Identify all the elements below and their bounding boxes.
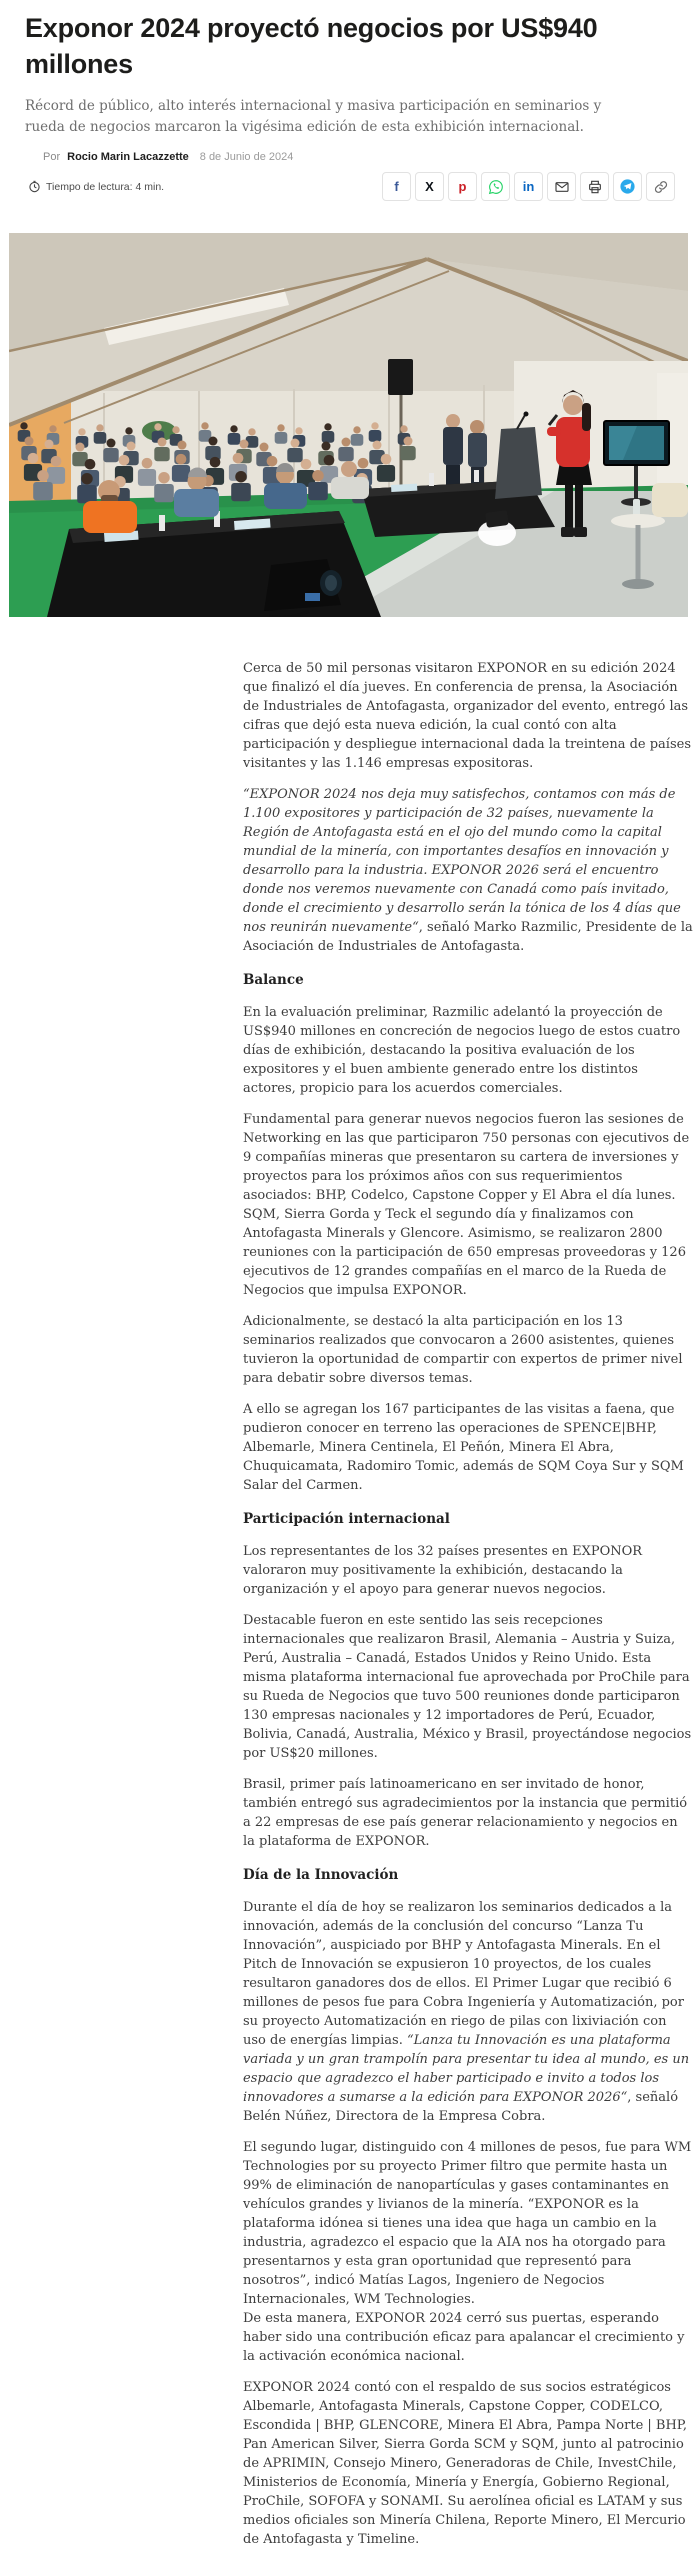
- article-paragraph: [243, 1110, 693, 1300]
- byline-prefix: Por: [43, 151, 61, 163]
- article-header: [0, 0, 700, 201]
- paragraph-text: EXPONOR 2024 contó con el respaldo de sus socios estratégicos Albemarle, Antofagasta Minerals, Capstone Copper, CODELCO, Escondida | BHP, GLENCORE, Minera El Abra, Pampa Norte | BHP, Pan American Silver, Sierra Gorda SCM y SQM, junto al patrocinio de APRIMIN, Consejo Minero, Generadoras de Chile, InvestChile, Ministerios de Economía, Minería y Energía, Gobierno Regional, ProChile, SOFOFA y SONAMI. Su aerolínea oficial es LATAM y sus medios oficiales son Minería Chilena, Reporte Minero, El Mercurio de Antofagasta y Timeline.: [243, 2380, 688, 2547]
- facebook-icon: f: [394, 179, 399, 194]
- clock-icon: [28, 180, 41, 193]
- article-paragraph: [243, 2378, 693, 2549]
- sofa: [652, 483, 688, 517]
- paragraph-text: , señaló Marko Razmilic, Presidente de la Asociación de Industriales de Antofagasta.: [243, 920, 693, 954]
- article-paragraph: [243, 2138, 693, 2366]
- article-paragraph: [243, 785, 693, 956]
- linkedin-icon: in: [522, 179, 535, 194]
- share-print-button[interactable]: [580, 172, 609, 201]
- share-email-button[interactable]: [547, 172, 576, 201]
- speaker-box: [388, 359, 413, 395]
- article-heading: Balance: [243, 972, 304, 988]
- share-linkedin-button[interactable]: [514, 172, 543, 201]
- page-title: Exponor 2024 proyectó negocios por US$940 millones: [25, 13, 598, 79]
- article-paragraph: [243, 1898, 693, 2126]
- share-copy-link-button[interactable]: [646, 172, 675, 201]
- paragraph-text: “EXPONOR 2024 nos deja muy satisfechos, contamos con más de 1.100 expositores y participación de 32 países, nuevamente la Región de Antofagasta está en el ojo del mundo como la capital mundial de la minería, con importantes desafíos en innovación y desarrollo para la industria. EXPONOR 2026 será el encuentro donde nos veremos nuevamente con Canadá como país invitado, donde el crecimiento y desarrollo serán la tónica de los 4 días que nos reunirán nuevamente“: [243, 787, 681, 935]
- article-paragraph: [243, 1312, 693, 1388]
- paragraph-text: De esta manera, EXPONOR 2024 cerró sus puertas, esperando haber sido una contribución eficaz para apalancar el crecimiento y la activación económica nacional.: [243, 2311, 685, 2364]
- share-whatsapp-button[interactable]: [481, 172, 510, 201]
- author-name: Rocio Marin Lacazzette: [67, 151, 189, 163]
- share-pinterest-button[interactable]: [448, 172, 477, 201]
- share-bar: [382, 172, 675, 201]
- email-icon: [554, 179, 570, 195]
- paragraph-text: Adicionalmente, se destacó la alta participación en los 13 seminarios realizados que convocaron a 2600 asistentes, quienes tuvieron la oportunidad de compartir con expertos de primer nivel para debatir sobre diversos temas.: [243, 1314, 683, 1386]
- meta-row: [25, 172, 675, 201]
- paragraph-text: A ello se agregan los 167 participantes de las visitas a faena, que pudieron conocer en terreno las operaciones de SPENCE|BHP, Albemarle, Minera Centinela, El Peñón, Minera El Abra, Chuquicamata, Radomiro Tomic, además de SQM Coya Sur y SQM Salar del Carmen.: [243, 1402, 684, 1493]
- paragraph-text: Brasil, primer país latinoamericano en ser invitado de honor, también entregó sus agradecimientos por la instancia que permitió a 22 empresas de ese país generar relacionamiento y negocios en la plataforma de EXPONOR.: [243, 1777, 688, 1849]
- paragraph-text: “Lanza tu Innovación es una plataforma variada y un gran trampolín para presentar tu idea al mundo, es un espacio que agradezco el haber participado e invito a todos los innovadores a sumarse a la edición para EXPONOR 2026“: [243, 2033, 690, 2105]
- pinterest-icon: p: [458, 179, 467, 194]
- article-paragraph: [243, 1400, 693, 1495]
- article-paragraph: [243, 1611, 693, 1763]
- article-body: [243, 659, 693, 2549]
- article-paragraph: [243, 1003, 693, 1098]
- hero-image: [9, 233, 688, 617]
- paragraph-text: Cerca de 50 mil personas visitaron EXPONOR en su edición 2024 que finalizó el día jueves. En conferencia de prensa, la Asociación de Industriales de Antofagasta, organizador del evento, entregó las cifras que dejó esta nueva edición, la cual contó con alta participación y despliegue internacional dada la treintena de países visitantes y las 1.146 empresas expositoras.: [243, 661, 691, 771]
- reading-time: [28, 180, 164, 193]
- share-facebook-button[interactable]: [382, 172, 411, 201]
- article-subtitle: Récord de público, alto interés internacional y masiva participación en seminarios y rueda de negocios marcaron la vigésima edición de esta exhibición internacional.: [25, 98, 602, 135]
- paragraph-text: En la evaluación preliminar, Razmilic adelantó la proyección de US$940 millones en concreción de negocios luego de estos cuatro días de exhibición, destacando la positiva evaluación de los expositores y el buen ambiente generado entre los distintos actores, propicio para los acuerdos comerciales.: [243, 1005, 681, 1096]
- print-icon: [587, 179, 603, 195]
- whatsapp-icon: [488, 179, 504, 195]
- article-paragraph: [243, 659, 693, 773]
- article-paragraph: [243, 1775, 693, 1851]
- x-icon: X: [425, 179, 434, 194]
- article-heading: Participación internacional: [243, 1511, 450, 1527]
- publish-date: 8 de Junio de 2024: [199, 151, 294, 163]
- paragraph-text: Destacable fueron en este sentido las seis recepciones internacionales que realizaron Brasil, Alemania – Austria y Suiza, Perú, Australia – Canadá, Estados Unidos y Reino Unido. Esta misma plataforma internacional fue aprovechada por ProChile para su Rueda de Negocios que tuvo 500 reuniones donde participaron 130 empresas nacionales y 12 importadores de Perú, Ecuador, Bolivia, Canadá, Australia, México y Brasil, proyectándose negocios por US$20 millones.: [243, 1613, 692, 1761]
- share-x-button[interactable]: [415, 172, 444, 201]
- article-heading: Día de la Innovación: [243, 1867, 399, 1883]
- byline: [43, 151, 675, 163]
- copy-link-icon: [653, 179, 669, 195]
- paragraph-text: El segundo lugar, distinguido con 4 millones de pesos, fue para WM Technologies por su proyecto Primer filtro que permite hasta un 99% de eliminación de nanopartículas y gases contaminantes en vehículos grandes y livianos de la minería. “EXPONOR es la plataforma idónea si tienes una idea que haga un cambio en la industria, agradezco el espacio que la AIA nos ha otorgado para presentarnos y esta gran oportunidad que representó para nosotros”, indicó Matías Lagos, Ingeniero de Negocios Internacionales, WM Technologies.: [243, 2140, 692, 2307]
- telegram-icon: [619, 178, 636, 195]
- paragraph-text: , señaló Belén Núñez, Directora de la Empresa Cobra.: [243, 2090, 679, 2124]
- share-telegram-button[interactable]: [613, 172, 642, 201]
- article-paragraph: [243, 1542, 693, 1599]
- paragraph-text: Los representantes de los 32 países presentes en EXPONOR valoraron muy positivamente la exhibición, destacando la organización y el apoyo para generar nuevos negocios.: [243, 1544, 643, 1597]
- paragraph-text: Fundamental para generar nuevos negocios fueron las sesiones de Networking en las que participaron 750 personas con ejecutivos de 9 compañías mineras que presentaron su cartera de inversiones y proyectos para los próximos años con sus requerimientos asociados: BHP, Codelco, Capstone Copper y El Abra el día lunes. SQM, Sierra Gorda y Teck el segundo día y finalizamos con Antofagasta Minerals y Glencore. Asimismo, se realizaron 2800 reuniones con la participación de 650 empresas proveedoras y 126 ejecutivos de 12 grandes compañías en el marco de la Rueda de Negocios que impulsa EXPONOR.: [243, 1112, 690, 1298]
- reading-time-label: Tiempo de lectura: 4 min.: [46, 180, 165, 193]
- paragraph-text: Durante el día de hoy se realizaron los seminarios dedicados a la innovación, además de la conclusión del concurso “Lanza Tu Innovación”, auspiciado por BHP y Antofagasta Minerals. En el Pitch de Innovación se expusieron 10 proyectos, de los cuales resultaron ganadores dos de ellos. El Primer Lugar que recibió 6 millones de pesos fue para Cobra Ingeniería y Automatización, por su proyecto Automatización en riego de pilas con lixiviación con uso de energías limpias.: [243, 1900, 684, 2048]
